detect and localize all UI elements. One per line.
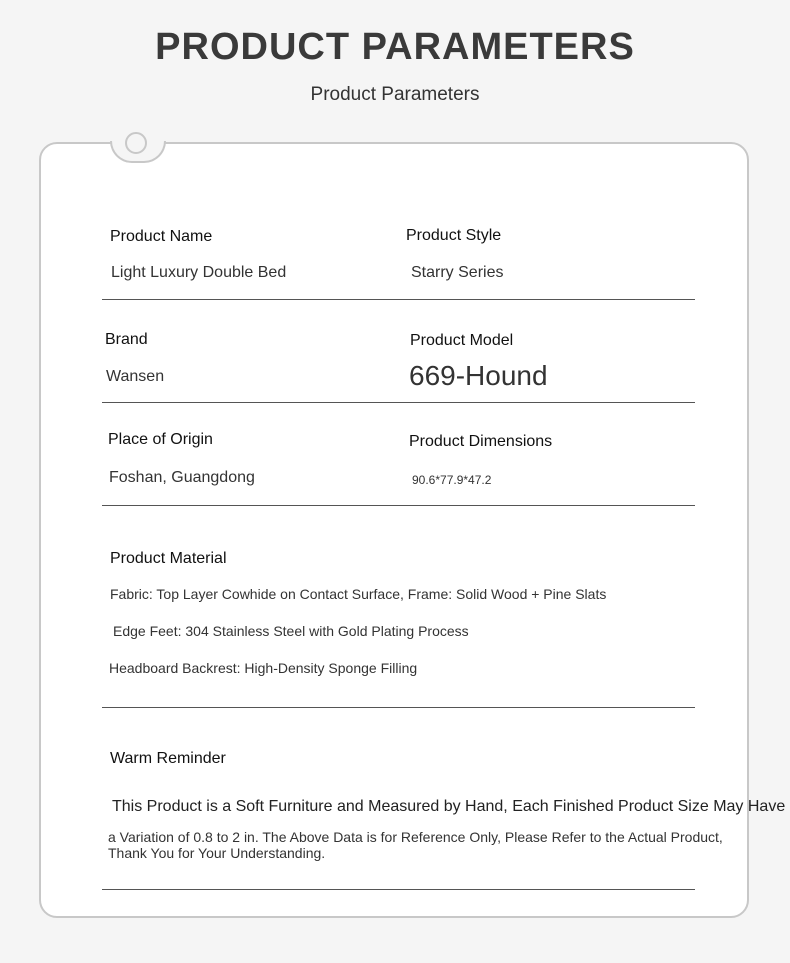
brand-label: Brand bbox=[105, 331, 148, 348]
row-divider bbox=[102, 402, 695, 403]
row-divider bbox=[102, 299, 695, 300]
row-divider bbox=[102, 707, 695, 708]
product-name-value: Light Luxury Double Bed bbox=[111, 264, 287, 281]
row-divider bbox=[102, 889, 695, 890]
product-style-value: Starry Series bbox=[411, 264, 504, 281]
product-name-label: Product Name bbox=[110, 228, 213, 245]
page-title: PRODUCT PARAMETERS bbox=[155, 26, 635, 68]
place-of-origin-value: Foshan, Guangdong bbox=[109, 469, 255, 486]
place-of-origin-label: Place of Origin bbox=[108, 431, 213, 448]
product-model-label: Product Model bbox=[410, 332, 514, 349]
reminder-line-1: This Product is a Soft Furniture and Measured by Hand, Each Finished Product Size May Have bbox=[112, 798, 786, 815]
material-line: Fabric: Top Layer Cowhide on Contact Surface, Frame: Solid Wood + Pine Slats bbox=[110, 586, 607, 602]
product-material-label: Product Material bbox=[110, 550, 227, 567]
product-dimensions-value: 90.6*77.9*47.2 bbox=[412, 473, 492, 487]
reminder-line-2: a Variation of 0.8 to 2 in. The Above Data is for Reference Only, Please Refer to the Actual Product, Thank You for Your Understanding. bbox=[108, 829, 723, 861]
row-divider bbox=[102, 505, 695, 506]
hang-hole-icon bbox=[125, 132, 147, 154]
page-subtitle: Product Parameters bbox=[310, 84, 480, 105]
material-line: Edge Feet: 304 Stainless Steel with Gold Plating Process bbox=[113, 623, 469, 639]
material-line: Headboard Backrest: High-Density Sponge Filling bbox=[109, 660, 418, 676]
product-dimensions-label: Product Dimensions bbox=[409, 433, 553, 450]
warm-reminder-label: Warm Reminder bbox=[110, 750, 226, 767]
product-model-value: 669-Hound bbox=[409, 360, 548, 391]
brand-value: Wansen bbox=[106, 368, 165, 385]
product-style-label: Product Style bbox=[406, 227, 502, 244]
